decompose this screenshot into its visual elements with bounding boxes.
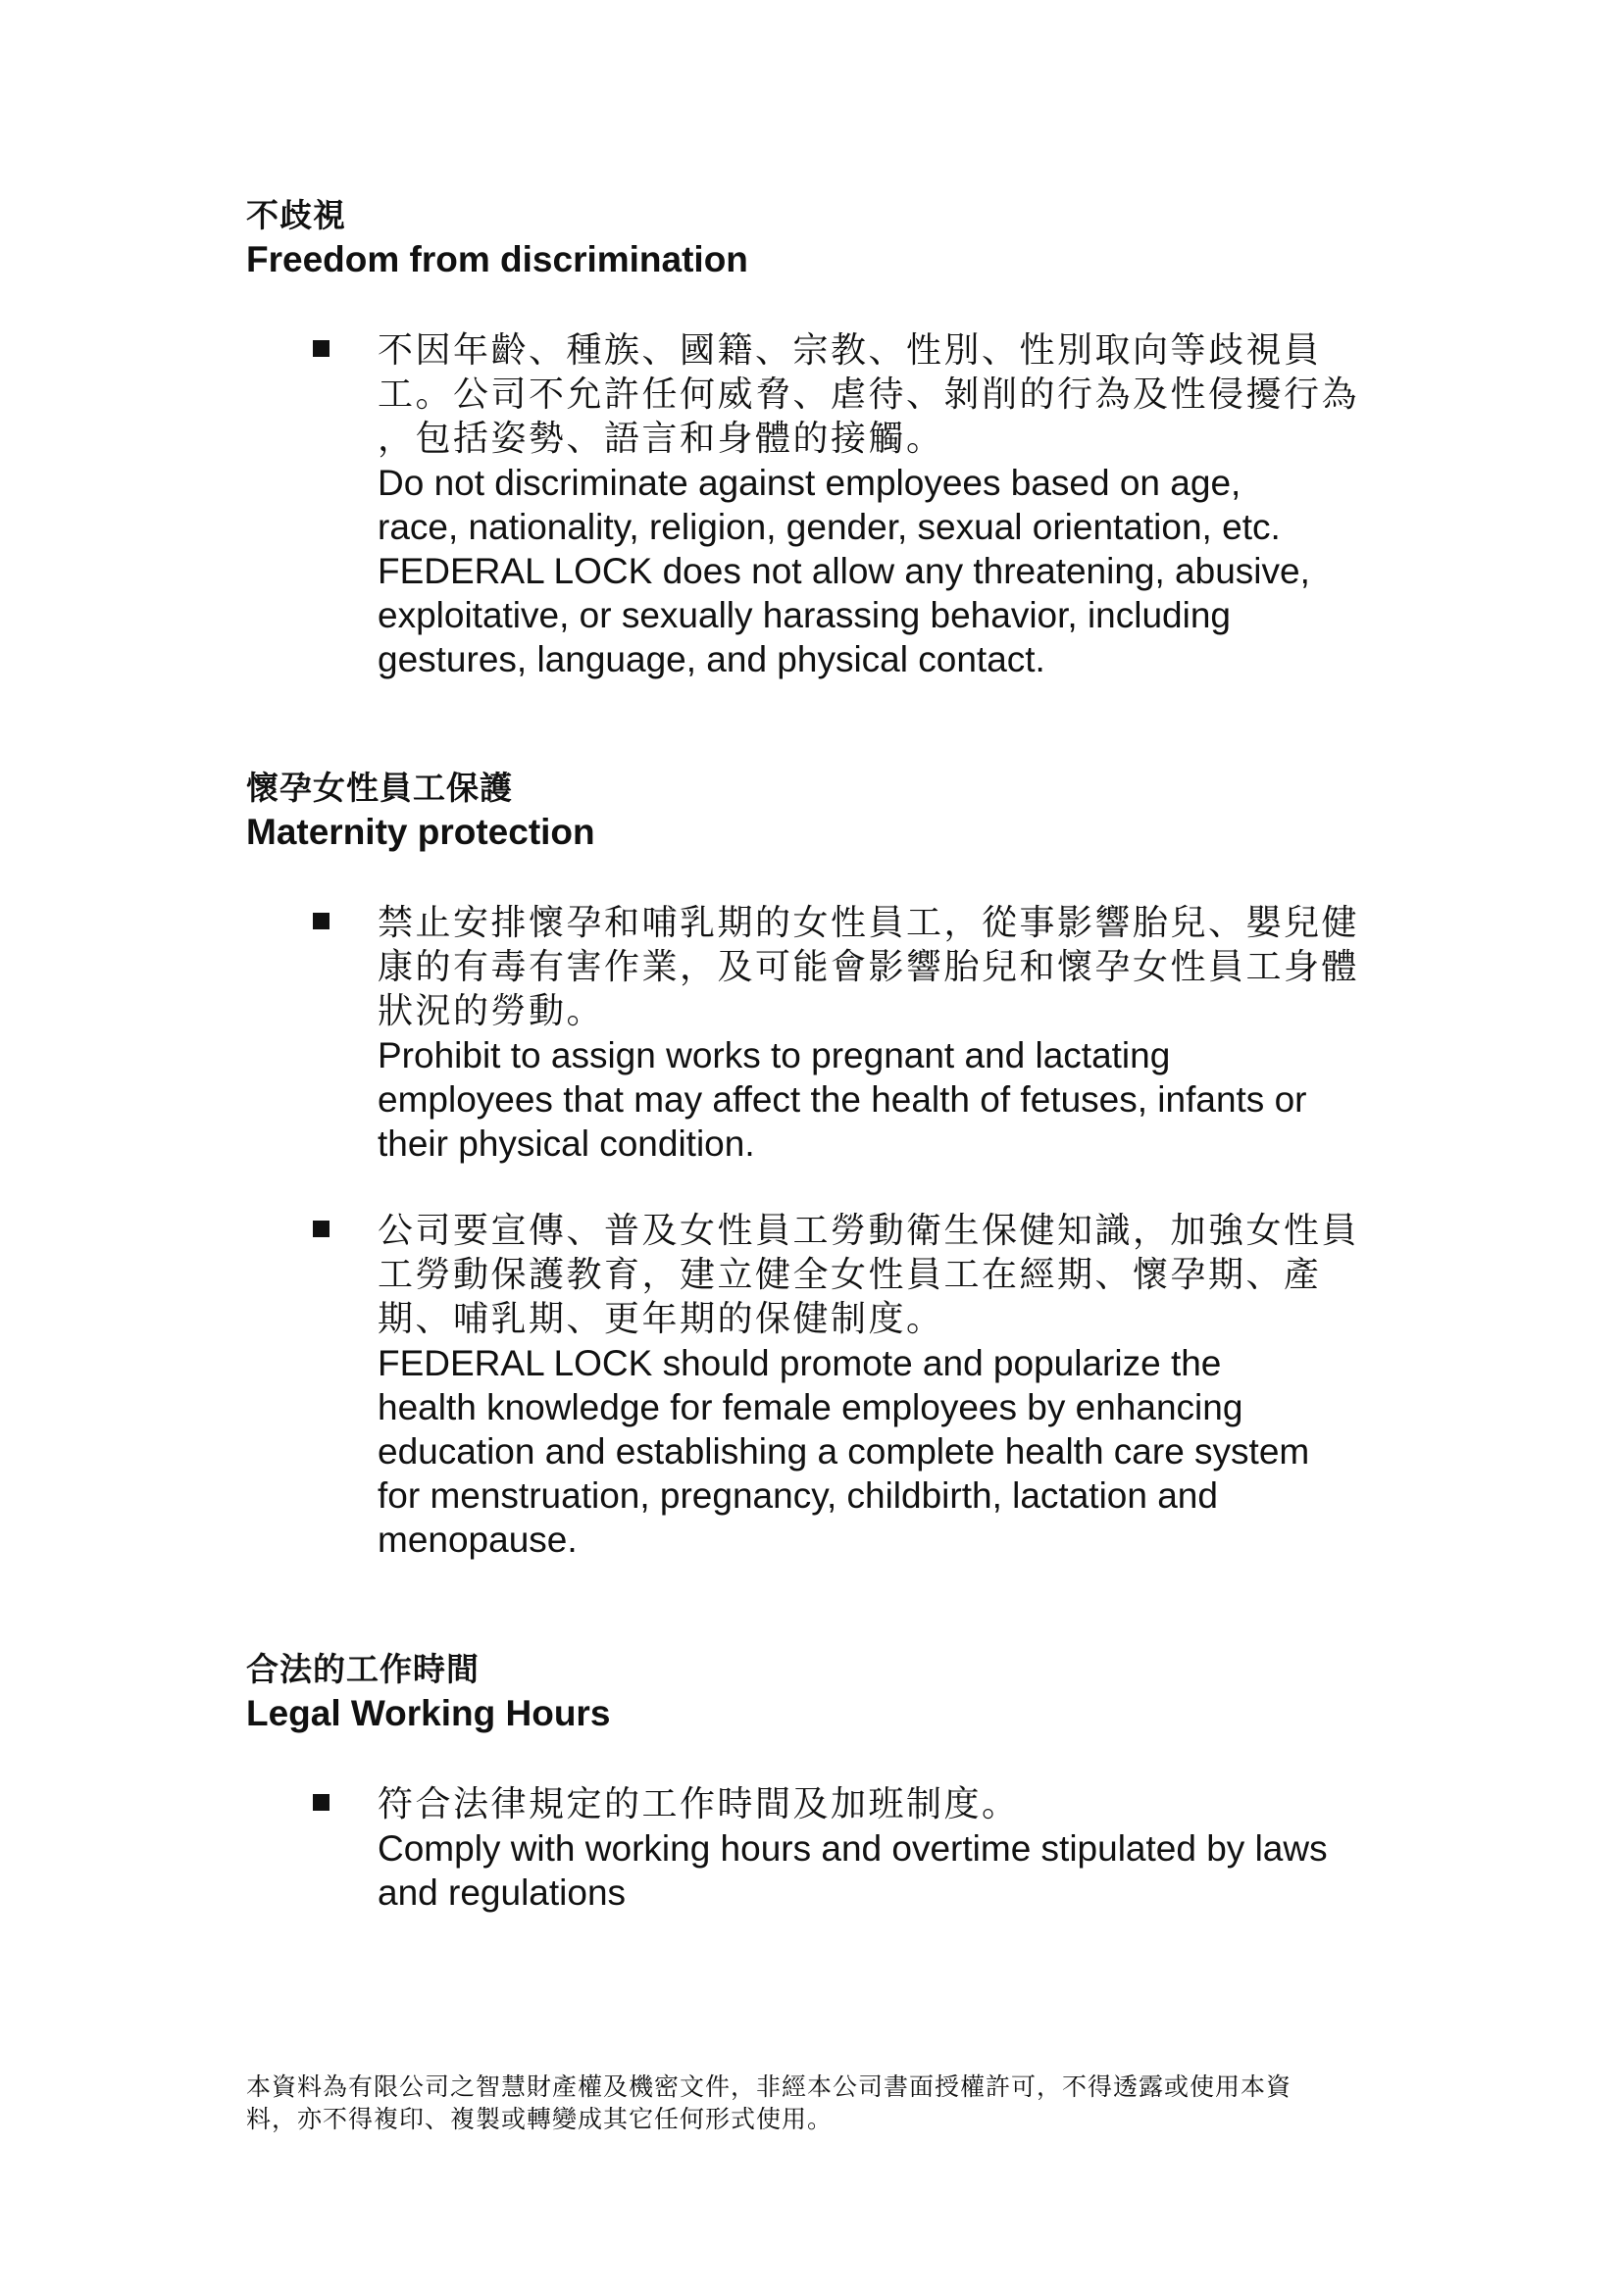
list-item-body: [378, 328, 1388, 681]
item-text-zh: 不因年齡、種族、國籍、宗教、性別、性別取向等歧視員 工。公司不允許任何威脅、虐待、剝削的行為及性侵擾行為 ，包括姿勢、語言和身體的接觸。: [378, 330, 1360, 459]
item-text-zh: 禁止安排懷孕和哺乳期的女性員工，從事影響胎兒、嬰兒健 康的有毒有害作業，及可能會影響胎兒和懷孕女性員工身體 狀況的勞動。: [378, 903, 1360, 1031]
section-maternity: [246, 767, 1403, 855]
section-working-hours: [246, 1648, 1403, 1736]
item-text-en: Do not discriminate against employees based on age, race, nationality, religion, gender, sexual orientation, etc. FEDERAL LOCK does not allow any threatening, abusive, exploitative, or sexually harassing behavior, including gestures, language, and physical contact.: [378, 463, 1310, 679]
item-text-zh: 符合法律規定的工作時間及加班制度。: [378, 1784, 1020, 1824]
bullet-square-icon: [313, 913, 329, 929]
section-heading-en: Freedom from discrimination: [246, 239, 748, 279]
item-text-en: Comply with working hours and overtime stipulated by laws and regulations: [378, 1828, 1328, 1913]
section-heading-en: Maternity protection: [246, 812, 595, 852]
section-heading-en: Legal Working Hours: [246, 1693, 611, 1733]
list-item-body: [378, 901, 1388, 1166]
bullet-square-icon: [313, 1794, 329, 1811]
section-heading-zh: 不歧視: [246, 196, 346, 234]
section-heading-zh: 懷孕女性員工保護: [246, 769, 513, 807]
list-item-body: [378, 1209, 1388, 1562]
list-item-body: [378, 1782, 1388, 1915]
section-discrimination: [246, 194, 1403, 282]
section-heading-zh: 合法的工作時間: [246, 1650, 480, 1688]
confidentiality-footer: 本資料為有限公司之智慧財產權及機密文件，非經本公司書面授權許可，不得透露或使用本資 料，亦不得複印、複製或轉變成其它任何形式使用。: [246, 2072, 1292, 2133]
item-text-zh: 公司要宣傳、普及女性員工勞動衛生保健知識，加強女性員 工勞動保護教育，建立健全女性員工在經期、懷孕期、產 期、哺乳期、更年期的保健制度。: [378, 1211, 1360, 1339]
item-text-en: FEDERAL LOCK should promote and popularize the health knowledge for female employees by enhancing education and establishing a complete health care system for menstruation, pregnancy, childbirth, lactation and menopause.: [378, 1343, 1310, 1560]
bullet-square-icon: [313, 1221, 329, 1237]
item-text-en: Prohibit to assign works to pregnant and lactating employees that may affect the health of fetuses, infants or their physical condition.: [378, 1035, 1307, 1164]
bullet-square-icon: [313, 340, 329, 357]
